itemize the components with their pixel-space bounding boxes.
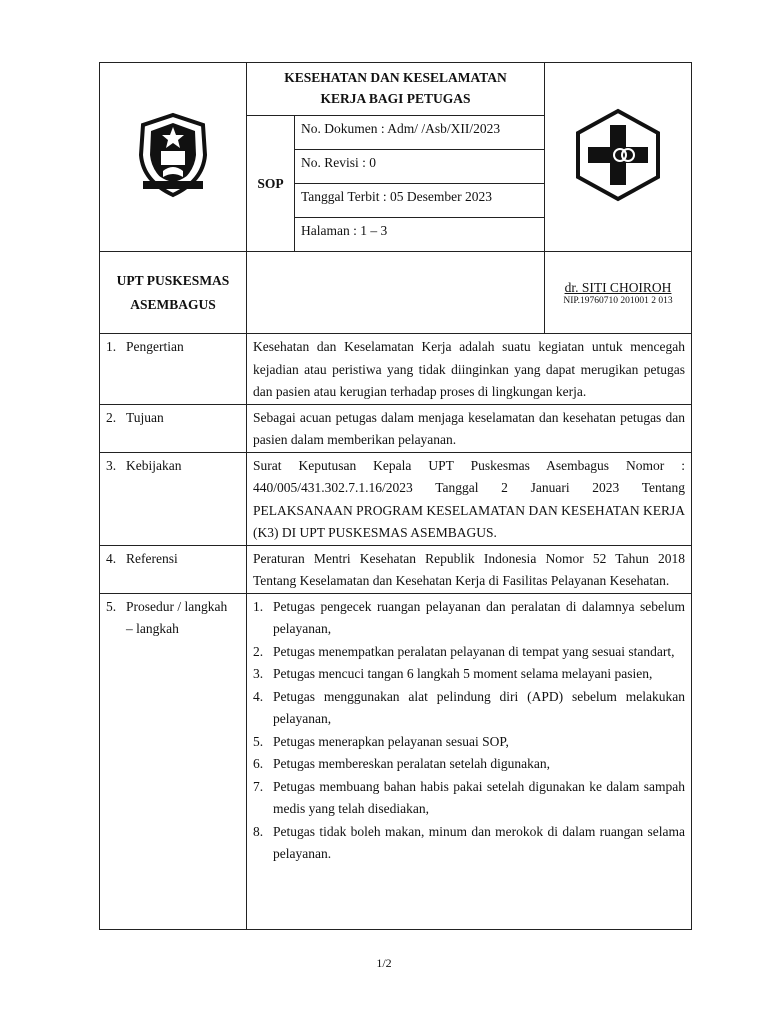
procedure-step [253, 641, 685, 664]
step-text: Petugas menempatkan peralatan pelayanan di tempat yang sesuai standart, [273, 643, 675, 659]
section-number: 2. [106, 409, 117, 425]
section-row-prosedur [100, 593, 692, 929]
section-label [100, 452, 247, 545]
step-text: Petugas menggunakan alat pelindung diri (APD) sebelum melakukan pelayanan, [273, 688, 685, 726]
step-text: Petugas membereskan peralatan setelah digunakan, [273, 756, 551, 771]
sop-document [99, 62, 691, 930]
procedure-steps-list [247, 596, 691, 866]
section-title: Pengertian [126, 339, 184, 354]
section-row-referensi [100, 545, 692, 593]
section-number: 1. [106, 339, 117, 354]
page-range: Halaman : 1 – 3 [295, 218, 545, 252]
section-label [100, 545, 247, 593]
section-text: Kesehatan dan Keselamatan Kerja adalah suatu kegiatan untuk mencegah kejadian atau peristiwa yang tidak diinginkan yang dapat merugikan petugas dan pasien atau kerugian terhadap proses di lingkungan kerja. [247, 334, 692, 405]
procedure-steps-cell [247, 593, 692, 929]
step-text: Petugas membuang bahan habis pakai setelah digunakan ke dalam sampah medis yang telah disediakan, [273, 778, 685, 816]
unit-name-line-2: ASEMBAGUS [130, 296, 216, 312]
title-line-2: KERJA BAGI PETUGAS [320, 91, 471, 106]
document-number: No. Dokumen : Adm/ /Asb/XII/2023 [295, 116, 545, 150]
step-number: 5. [253, 733, 264, 749]
step-text: Petugas mencuci tangan 6 langkah 5 moment selama melayani pasien, [273, 666, 653, 681]
step-number: 2. [253, 643, 264, 659]
regency-logo-cell [100, 63, 247, 252]
sop-table [99, 62, 692, 930]
section-text: Sebagai acuan petugas dalam menjaga keselamatan dan kesehatan petugas dan pasien dalam memberikan pelayanan. [247, 404, 692, 452]
puskesmas-logo-cell [545, 63, 692, 252]
section-title-continued: – langkah [126, 621, 179, 636]
procedure-step [253, 753, 685, 776]
step-text: Petugas tidak boleh makan, minum dan merokok di dalam ruangan selama pelayanan. [273, 823, 685, 861]
issue-date: Tanggal Terbit : 05 Desember 2023 [295, 184, 545, 218]
section-title: Referensi [126, 550, 178, 566]
section-number: 4. [106, 550, 117, 566]
unit-name [100, 252, 247, 334]
section-row-kebijakan [100, 452, 692, 545]
section-title: Prosedur / langkah [126, 598, 228, 614]
step-number: 3. [253, 666, 264, 681]
signatory-nip: NIP.19760710 201001 2 013 [563, 295, 673, 306]
section-label [100, 593, 247, 929]
step-number: 8. [253, 823, 264, 839]
section-number: 3. [106, 457, 117, 473]
procedure-step [253, 686, 685, 731]
step-text: Petugas pengecek ruangan pelayanan dan peralatan di dalamnya sebelum pelayanan, [273, 598, 685, 636]
step-text: Petugas menerapkan pelayanan sesuai SOP, [273, 733, 509, 749]
procedure-step [253, 731, 685, 754]
section-label [100, 404, 247, 452]
section-row-pengertian [100, 334, 692, 405]
signatory-name: dr. SITI CHOIROH [564, 279, 672, 295]
revision-number: No. Revisi : 0 [295, 150, 545, 184]
step-number: 6. [253, 756, 264, 771]
section-number: 5. [106, 598, 117, 614]
section-title: Tujuan [126, 409, 164, 425]
section-label [100, 334, 247, 405]
procedure-step [253, 821, 685, 866]
procedure-step [253, 663, 685, 686]
title-line-1: KESEHATAN DAN KESELAMATAN [284, 70, 507, 85]
document-title [247, 63, 545, 116]
signature-space [247, 252, 545, 334]
section-text: Peraturan Mentri Kesehatan Republik Indonesia Nomor 52 Tahun 2018 Tentang Keselamatan dan Kesehatan Kerja di Fasilitas Pelayanan Kesehatan. [247, 545, 692, 593]
procedure-step [253, 596, 685, 641]
unit-name-line-1: UPT PUSKESMAS [116, 272, 230, 288]
sop-label: SOP [247, 116, 295, 252]
step-number: 4. [253, 688, 264, 704]
step-number: 7. [253, 778, 264, 794]
regency-emblem-icon [133, 111, 213, 199]
puskesmas-logo-icon [572, 107, 664, 203]
step-number: 1. [253, 598, 264, 614]
section-row-tujuan [100, 404, 692, 452]
section-title: Kebijakan [126, 457, 182, 473]
page-indicator: 1/2 [376, 956, 392, 970]
procedure-step [253, 776, 685, 821]
signatory-block [545, 252, 692, 334]
section-text: Surat Keputusan Kepala UPT Puskesmas Asembagus Nomor : 440/005/431.302.7.1.16/2023 Tanggal 2 Januari 2023 Tentang PELAKSANAAN PROGRAM KESELAMATAN DAN KESEHATAN KERJA (K3) DI UPT PUSKESMAS ASEMBAGUS. [247, 452, 692, 545]
